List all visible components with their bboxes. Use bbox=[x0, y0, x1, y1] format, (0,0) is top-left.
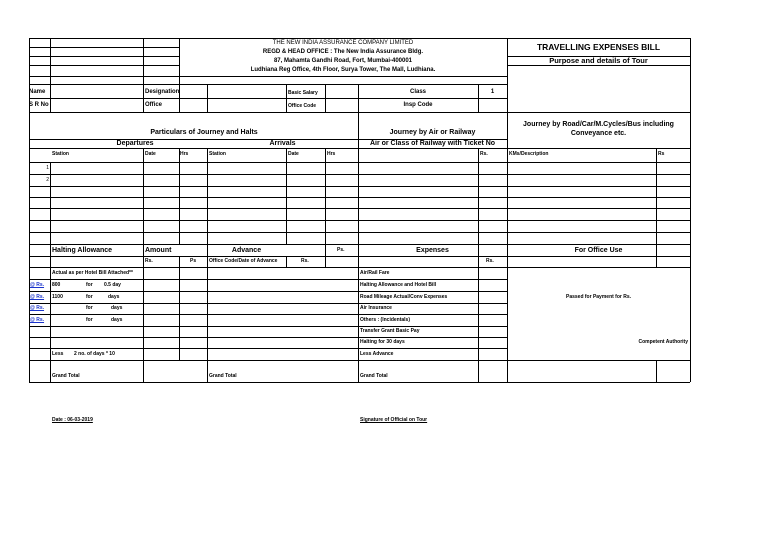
grid-line bbox=[690, 38, 691, 382]
grid-line bbox=[29, 174, 690, 175]
grid-line bbox=[29, 148, 690, 149]
grid-line bbox=[325, 148, 326, 244]
office-code-label: Office Code bbox=[288, 103, 317, 109]
arrivals-heading: Arrivals bbox=[269, 140, 296, 147]
form-subtitle: Purpose and details of Tour bbox=[549, 56, 648, 65]
address-line-1: 87, Mahamta Gandhi Road, Fort, Mumbai-400001 bbox=[273, 58, 413, 64]
expense-item: Others : (Incidentals) bbox=[360, 317, 411, 323]
less-label: Less bbox=[52, 351, 64, 357]
office-code-date-label: Office Code/Date of Advance bbox=[209, 258, 278, 264]
grid-line bbox=[29, 197, 690, 198]
grid-line bbox=[143, 38, 144, 112]
rate-link[interactable]: @ Rs. bbox=[30, 282, 45, 288]
designation-label: Designation bbox=[145, 89, 180, 95]
grid-line bbox=[29, 256, 690, 257]
grid-line bbox=[29, 326, 507, 327]
advance-rs: Rs. bbox=[301, 258, 309, 264]
grid-line bbox=[29, 303, 507, 304]
expense-item: Transfer Grant Basic Pay bbox=[360, 328, 420, 334]
grid-line bbox=[507, 65, 690, 66]
rate-amount: 1100 bbox=[52, 294, 63, 300]
expense-item: Grand Total bbox=[360, 373, 388, 379]
rate-for: for bbox=[86, 282, 93, 288]
less-days: 2 no. of days * 10 bbox=[74, 351, 115, 357]
grid-line bbox=[29, 76, 507, 77]
office-label: Office bbox=[145, 102, 163, 108]
rate-for: for bbox=[86, 317, 93, 323]
row-number-1: 1 bbox=[46, 165, 49, 171]
col-date: Date bbox=[145, 151, 156, 157]
actual-hotel-label: Actual as per Hotel Bill Attached** bbox=[52, 270, 133, 276]
halting-heading: Halting Allowance bbox=[52, 247, 113, 254]
grid-line bbox=[29, 314, 507, 315]
grid-line bbox=[29, 337, 507, 338]
passed-for-payment: Passed for Payment for Rs. bbox=[565, 294, 632, 300]
rate-days: days bbox=[111, 317, 123, 323]
expense-item: Halting for 30 days bbox=[360, 339, 405, 345]
expenses-rs: Rs. bbox=[486, 258, 494, 264]
grid-line bbox=[50, 162, 51, 382]
grid-line bbox=[29, 279, 507, 280]
company-name: THE NEW INDIA ASSURANCE COMPANY LIMITED bbox=[272, 40, 414, 46]
row-number-2: 2 bbox=[46, 177, 49, 183]
amount-rs: Rs. bbox=[145, 258, 153, 264]
grid-line bbox=[143, 148, 144, 382]
grid-line bbox=[29, 162, 690, 163]
grid-line bbox=[325, 244, 326, 268]
grid-line bbox=[286, 256, 287, 268]
grid-line bbox=[286, 84, 287, 112]
grid-line bbox=[29, 38, 690, 39]
grid-line bbox=[179, 267, 180, 360]
grid-line bbox=[29, 84, 507, 85]
grid-line bbox=[358, 148, 359, 382]
col-hrs-2: Hrs bbox=[327, 151, 336, 157]
grand-total-left: Grand Total bbox=[52, 373, 80, 379]
particulars-heading: Particulars of Journey and Halts bbox=[150, 129, 258, 136]
grid-line bbox=[29, 56, 179, 57]
air-class-heading: Air or Class of Railway with Ticket No bbox=[369, 140, 496, 147]
form-title: TRAVELLING EXPENSES BILL bbox=[536, 42, 661, 52]
address-line-2: Ludhiana Reg Office, 4th Floor, Surya Tower, The Mall, Ludhiana. bbox=[250, 67, 436, 73]
col-kms: KMs/Description bbox=[509, 151, 549, 157]
ps-heading: Ps. bbox=[337, 247, 345, 253]
class-value: 1 bbox=[490, 89, 495, 95]
grid-line bbox=[29, 186, 690, 187]
grid-line bbox=[29, 65, 179, 66]
rate-days: days bbox=[111, 305, 123, 311]
grid-line bbox=[29, 220, 690, 221]
grid-line bbox=[207, 148, 208, 382]
expense-item: Road Mileage Actual/Conv Expenses bbox=[360, 294, 448, 300]
grid-line bbox=[507, 38, 508, 382]
col-station: Station bbox=[52, 151, 69, 157]
grid-line bbox=[50, 38, 51, 112]
grid-line bbox=[29, 98, 507, 99]
col-station-2: Station bbox=[209, 151, 226, 157]
grid-line bbox=[286, 148, 287, 244]
col-date-2: Date bbox=[288, 151, 299, 157]
grid-line bbox=[29, 382, 690, 383]
grid-line bbox=[29, 348, 507, 349]
rate-link[interactable]: @ Rs. bbox=[30, 305, 45, 311]
grid-line bbox=[29, 244, 690, 245]
grid-line bbox=[29, 112, 690, 113]
expense-item: Air Insurance bbox=[360, 305, 392, 311]
srno-label: S R No bbox=[29, 102, 49, 108]
rate-days: 0.5 day bbox=[104, 282, 121, 288]
grand-total-advance: Grand Total bbox=[209, 373, 237, 379]
grid-line bbox=[29, 360, 690, 361]
basic-salary-label: Basic Salary bbox=[288, 90, 318, 96]
departures-heading: Departures bbox=[116, 140, 154, 147]
grid-line bbox=[29, 208, 690, 209]
expense-item: Air/Rail Fare bbox=[360, 270, 390, 276]
competent-authority: Competent Authority bbox=[638, 339, 688, 345]
air-rail-heading: Journey by Air or Railway bbox=[389, 129, 476, 136]
regd-office: REGD & HEAD OFFICE : The New India Assurance Bldg. bbox=[262, 49, 424, 55]
advance-heading: Advance bbox=[231, 247, 262, 254]
rate-amount: 800 bbox=[52, 282, 61, 288]
rate-link[interactable]: @ Rs. bbox=[30, 294, 45, 300]
grid-line bbox=[325, 84, 326, 112]
grid-line bbox=[179, 148, 180, 244]
rate-for: for bbox=[86, 294, 93, 300]
amount-ps: Ps bbox=[190, 258, 197, 264]
expense-item: Halting Allowance and Hotel Bill bbox=[360, 282, 437, 288]
rate-days: days bbox=[108, 294, 120, 300]
rate-link[interactable]: @ Rs. bbox=[30, 317, 45, 323]
grid-line bbox=[29, 267, 690, 268]
grid-line bbox=[29, 232, 690, 233]
grid-line bbox=[29, 291, 507, 292]
rate-for: for bbox=[86, 305, 93, 311]
insp-code-label: Insp Code bbox=[403, 102, 433, 108]
footer-date: Date : 06-03-2019 bbox=[52, 417, 93, 423]
grid-line bbox=[478, 148, 479, 382]
col-rs-2: Rs bbox=[658, 151, 665, 157]
grid-line bbox=[29, 47, 179, 48]
class-label: Class bbox=[409, 89, 426, 95]
footer-signature: Signature of Official on Tour bbox=[360, 417, 428, 423]
expense-item: Less Advance bbox=[360, 351, 394, 357]
expenses-heading: Expenses bbox=[416, 247, 449, 254]
grid-line bbox=[656, 360, 657, 382]
name-label: Name bbox=[29, 89, 46, 95]
col-rs: Rs. bbox=[480, 151, 488, 157]
road-heading-2: Conveyance etc. bbox=[570, 130, 627, 137]
col-hrs: Hrs bbox=[180, 151, 189, 157]
amount-heading: Amount bbox=[145, 247, 172, 254]
road-heading: Journey by Road/Car/M.Cycles/Bus including bbox=[523, 121, 674, 128]
grid-line bbox=[207, 84, 208, 112]
office-use-heading: For Office Use bbox=[574, 247, 623, 254]
